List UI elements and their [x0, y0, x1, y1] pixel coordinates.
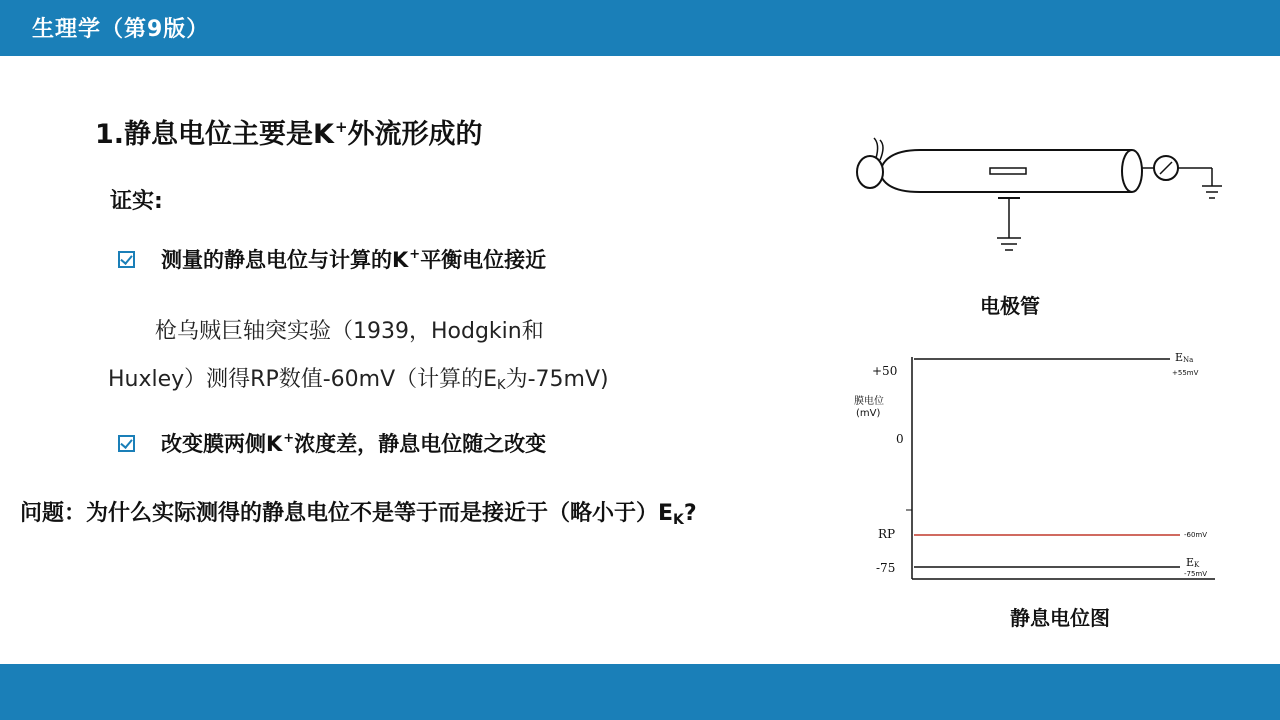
bullet-1-text-pre: 测量的静息电位与计算的K: [161, 248, 409, 272]
tick-label-zero: 0: [896, 432, 904, 446]
axis-label-line-1: 膜电位: [854, 396, 884, 407]
header-bar: [0, 0, 1280, 56]
slide-heading: [95, 112, 483, 151]
question-subscript: K: [673, 512, 684, 528]
electrode-caption: 电极管: [980, 294, 1040, 318]
header-title: 生理学（第9版）: [32, 17, 210, 42]
heading-superscript: +: [334, 118, 348, 136]
paragraph-line-1: 枪乌贼巨轴突实验（1939，Hodgkin和: [155, 319, 544, 344]
bullet-1-superscript: +: [409, 247, 421, 262]
heading-text-pre: 1.静息电位主要是K: [95, 119, 334, 150]
rp-value: -60mV: [1184, 531, 1208, 539]
footer-bar: [0, 664, 1280, 720]
bullet-1: [118, 244, 546, 274]
ena-label-sub: Na: [1183, 356, 1194, 364]
paragraph-line-2-post: 为-75mV): [505, 367, 609, 392]
tick-label-minus75: -75: [876, 561, 896, 575]
tick-label-plus50: +50: [872, 364, 898, 378]
bullet-2-text-pre: 改变膜两侧K: [161, 432, 283, 456]
bullet-1-text-post: 平衡电位接近: [420, 248, 547, 272]
ek-label-main: E: [1186, 556, 1195, 569]
axis-label-line-2: (mV): [856, 408, 881, 419]
resting-potential-figure: [850, 345, 1230, 585]
paragraph-line-2-subscript: K: [497, 378, 506, 393]
electrode-tube-figure: [850, 120, 1230, 270]
figure-background: [850, 120, 1230, 270]
tick-label-rp: RP: [878, 527, 896, 541]
checkbox-icon: [118, 435, 135, 452]
ena-label-main: E: [1175, 351, 1184, 364]
paragraph-line-2-pre: Huxley）测得RP数值-60mV（计算的E: [108, 367, 498, 392]
ek-label-sub: K: [1194, 561, 1200, 569]
question-text-post: ?: [683, 501, 697, 526]
paragraph-line-2: [108, 362, 609, 393]
evidence-label: 证实:: [110, 189, 163, 214]
question-text-pre: 问题：为什么实际测得的静息电位不是等于而是接近于（略小于）E: [20, 501, 674, 526]
question-text: [20, 496, 697, 528]
ek-value: -75mV: [1184, 570, 1208, 578]
bullet-2-text-post: 浓度差，静息电位随之改变: [294, 432, 547, 456]
potential-caption: 静息电位图: [1010, 606, 1110, 630]
ena-value: +55mV: [1172, 369, 1199, 377]
figure-background: [850, 345, 1230, 585]
bullet-2: [118, 428, 546, 458]
heading-text-post: 外流形成的: [347, 119, 483, 150]
checkbox-icon: [118, 251, 135, 268]
bullet-2-superscript: +: [283, 431, 295, 446]
